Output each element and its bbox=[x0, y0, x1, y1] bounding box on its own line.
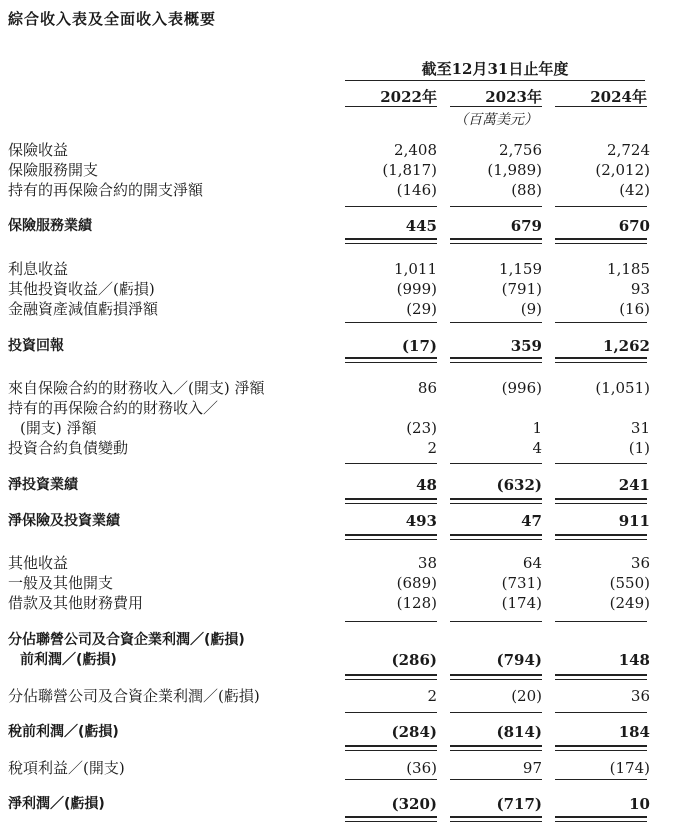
row-label: 保險服務業績 bbox=[8, 218, 92, 234]
single-underline bbox=[450, 621, 542, 622]
row-value-2023: (717) bbox=[496, 795, 542, 813]
row-value-2023: (814) bbox=[496, 723, 542, 741]
row-value-2022: 1,011 bbox=[394, 260, 437, 278]
row-value-2022: (286) bbox=[391, 651, 437, 669]
row-value-2023: 359 bbox=[510, 337, 542, 355]
row-value-2024: 10 bbox=[629, 795, 650, 813]
row-label: 其他收益 bbox=[8, 554, 69, 572]
double-underline bbox=[555, 498, 647, 504]
row-value-2024: 1,262 bbox=[603, 337, 650, 355]
table-row bbox=[0, 511, 674, 531]
double-underline bbox=[450, 534, 542, 540]
row-value-2024: 36 bbox=[630, 554, 650, 572]
table-row bbox=[0, 794, 674, 814]
single-underline bbox=[345, 712, 437, 713]
table-row bbox=[0, 686, 674, 706]
table-row bbox=[0, 279, 674, 299]
row-label: 金融資產減值虧損淨額 bbox=[8, 300, 159, 318]
table-row bbox=[0, 160, 674, 180]
single-underline bbox=[345, 206, 437, 207]
row-value-2023: (731) bbox=[501, 574, 542, 592]
row-label: 稅前利潤／(虧損) bbox=[8, 724, 119, 740]
year-header-2022: 2022年 bbox=[380, 88, 437, 106]
row-value-2024: 31 bbox=[630, 419, 650, 437]
table-row bbox=[0, 758, 674, 778]
double-underline bbox=[450, 674, 542, 680]
row-value-2024: (16) bbox=[619, 300, 650, 318]
table-row bbox=[0, 630, 674, 650]
table-row bbox=[0, 418, 674, 438]
single-underline bbox=[555, 621, 647, 622]
row-value-2024: (174) bbox=[609, 759, 650, 777]
row-value-2024: 2,724 bbox=[607, 141, 650, 159]
single-underline bbox=[345, 463, 437, 464]
row-label: 借款及其他財務費用 bbox=[8, 594, 144, 612]
row-value-2023: (1,989) bbox=[487, 161, 542, 179]
period-underline bbox=[345, 80, 645, 81]
single-underline bbox=[555, 322, 647, 323]
row-value-2022: (689) bbox=[396, 574, 437, 592]
table-row bbox=[0, 259, 674, 279]
row-value-2022: (999) bbox=[396, 280, 437, 298]
row-value-2022: 2 bbox=[427, 687, 437, 705]
row-value-2023: 47 bbox=[521, 512, 542, 530]
year-underline bbox=[555, 106, 647, 107]
single-underline bbox=[555, 712, 647, 713]
row-value-2023: (88) bbox=[511, 181, 542, 199]
table-row bbox=[0, 650, 674, 670]
double-underline bbox=[345, 534, 437, 540]
row-value-2023: 64 bbox=[522, 554, 542, 572]
row-value-2023: 97 bbox=[522, 759, 542, 777]
double-underline bbox=[345, 357, 437, 363]
row-value-2024: (249) bbox=[609, 594, 650, 612]
table-row bbox=[0, 299, 674, 319]
row-value-2022: (36) bbox=[406, 759, 437, 777]
row-value-2023: 2,756 bbox=[499, 141, 542, 159]
row-value-2022: 445 bbox=[405, 217, 437, 235]
row-value-2024: 241 bbox=[618, 476, 650, 494]
row-label: 分佔聯營公司及合資企業利潤／(虧損) bbox=[8, 632, 245, 648]
table-row bbox=[0, 553, 674, 573]
row-value-2022: (146) bbox=[396, 181, 437, 199]
row-label: 投資合約負債變動 bbox=[8, 439, 129, 457]
double-underline bbox=[450, 357, 542, 363]
row-label: 來自保險合約的財務收入／(開支) 淨額 bbox=[8, 379, 265, 397]
row-label: (開支) 淨額 bbox=[20, 419, 97, 437]
table-row bbox=[0, 722, 674, 742]
row-value-2023: (174) bbox=[501, 594, 542, 612]
double-underline bbox=[555, 238, 647, 244]
row-label: 稅項利益／(開支) bbox=[8, 759, 125, 777]
double-underline bbox=[555, 357, 647, 363]
row-label: 淨利潤／(虧損) bbox=[8, 796, 105, 812]
double-underline bbox=[450, 498, 542, 504]
double-underline bbox=[345, 498, 437, 504]
row-label: 持有的再保險合約的開支淨額 bbox=[8, 181, 204, 199]
row-value-2023: 1 bbox=[532, 419, 542, 437]
single-underline bbox=[345, 322, 437, 323]
row-value-2022: 2 bbox=[427, 439, 437, 457]
row-label: 分佔聯營公司及合資企業利潤／(虧損) bbox=[8, 687, 260, 705]
row-value-2022: (128) bbox=[396, 594, 437, 612]
year-underline bbox=[450, 106, 542, 107]
single-underline bbox=[555, 206, 647, 207]
double-underline bbox=[345, 674, 437, 680]
row-value-2024: 670 bbox=[618, 217, 650, 235]
row-label: 持有的再保險合約的財務收入／ bbox=[8, 399, 219, 417]
row-value-2022: 493 bbox=[405, 512, 437, 530]
row-value-2024: (1) bbox=[628, 439, 650, 457]
row-value-2023: (794) bbox=[496, 651, 542, 669]
single-underline bbox=[345, 621, 437, 622]
double-underline bbox=[555, 745, 647, 751]
page-title: 綜合收入表及全面收入表概要 bbox=[8, 10, 217, 28]
period-header: 截至12月31日止年度 bbox=[421, 60, 569, 78]
year-underline bbox=[345, 106, 437, 107]
row-value-2022: (284) bbox=[391, 723, 437, 741]
single-underline bbox=[555, 779, 647, 780]
row-value-2022: (17) bbox=[401, 337, 437, 355]
row-value-2022: (320) bbox=[391, 795, 437, 813]
row-label: 保險收益 bbox=[8, 141, 69, 159]
row-value-2023: 4 bbox=[532, 439, 542, 457]
row-value-2024: (1,051) bbox=[595, 379, 650, 397]
single-underline bbox=[450, 322, 542, 323]
unit-label: （百萬美元） bbox=[454, 112, 538, 128]
row-value-2024: 911 bbox=[618, 512, 650, 530]
row-label: 一般及其他開支 bbox=[8, 574, 114, 592]
single-underline bbox=[450, 206, 542, 207]
row-label: 前利潤／(虧損) bbox=[20, 652, 117, 668]
row-value-2024: (42) bbox=[619, 181, 650, 199]
row-label: 利息收益 bbox=[8, 260, 69, 278]
row-value-2024: 148 bbox=[618, 651, 650, 669]
row-value-2022: (1,817) bbox=[382, 161, 437, 179]
year-header-2024: 2024年 bbox=[590, 88, 647, 106]
double-underline bbox=[450, 745, 542, 751]
row-value-2023: (20) bbox=[511, 687, 542, 705]
row-value-2023: 1,159 bbox=[499, 260, 542, 278]
double-underline bbox=[345, 816, 437, 822]
row-value-2024: 184 bbox=[618, 723, 650, 741]
double-underline bbox=[555, 534, 647, 540]
row-value-2022: 48 bbox=[416, 476, 437, 494]
row-value-2023: (9) bbox=[520, 300, 542, 318]
row-value-2022: (23) bbox=[406, 419, 437, 437]
table-row bbox=[0, 398, 674, 418]
row-value-2023: 679 bbox=[510, 217, 542, 235]
row-value-2024: 36 bbox=[630, 687, 650, 705]
row-label: 淨保險及投資業績 bbox=[8, 513, 120, 529]
double-underline bbox=[555, 674, 647, 680]
table-row bbox=[0, 438, 674, 458]
row-value-2023: (996) bbox=[501, 379, 542, 397]
table-row bbox=[0, 475, 674, 495]
row-value-2022: (29) bbox=[406, 300, 437, 318]
row-value-2022: 86 bbox=[417, 379, 437, 397]
double-underline bbox=[345, 745, 437, 751]
row-label: 淨投資業績 bbox=[8, 477, 78, 493]
double-underline bbox=[450, 816, 542, 822]
row-value-2022: 38 bbox=[417, 554, 437, 572]
row-value-2024: (2,012) bbox=[595, 161, 650, 179]
single-underline bbox=[450, 779, 542, 780]
single-underline bbox=[450, 712, 542, 713]
row-value-2024: (550) bbox=[609, 574, 650, 592]
single-underline bbox=[450, 463, 542, 464]
row-label: 投資回報 bbox=[8, 338, 64, 354]
row-value-2023: (791) bbox=[501, 280, 542, 298]
row-value-2024: 93 bbox=[630, 280, 650, 298]
row-label: 其他投資收益／(虧損) bbox=[8, 280, 155, 298]
double-underline bbox=[345, 238, 437, 244]
table-row bbox=[0, 180, 674, 200]
row-label: 保險服務開支 bbox=[8, 161, 99, 179]
table-row bbox=[0, 378, 674, 398]
single-underline bbox=[555, 463, 647, 464]
single-underline bbox=[345, 779, 437, 780]
table-row bbox=[0, 593, 674, 613]
row-value-2023: (632) bbox=[496, 476, 542, 494]
row-value-2022: 2,408 bbox=[394, 141, 437, 159]
table-row bbox=[0, 336, 674, 356]
table-row bbox=[0, 573, 674, 593]
table-row bbox=[0, 216, 674, 236]
row-value-2024: 1,185 bbox=[607, 260, 650, 278]
table-row bbox=[0, 140, 674, 160]
double-underline bbox=[450, 238, 542, 244]
double-underline bbox=[555, 816, 647, 822]
year-header-2023: 2023年 bbox=[485, 88, 542, 106]
